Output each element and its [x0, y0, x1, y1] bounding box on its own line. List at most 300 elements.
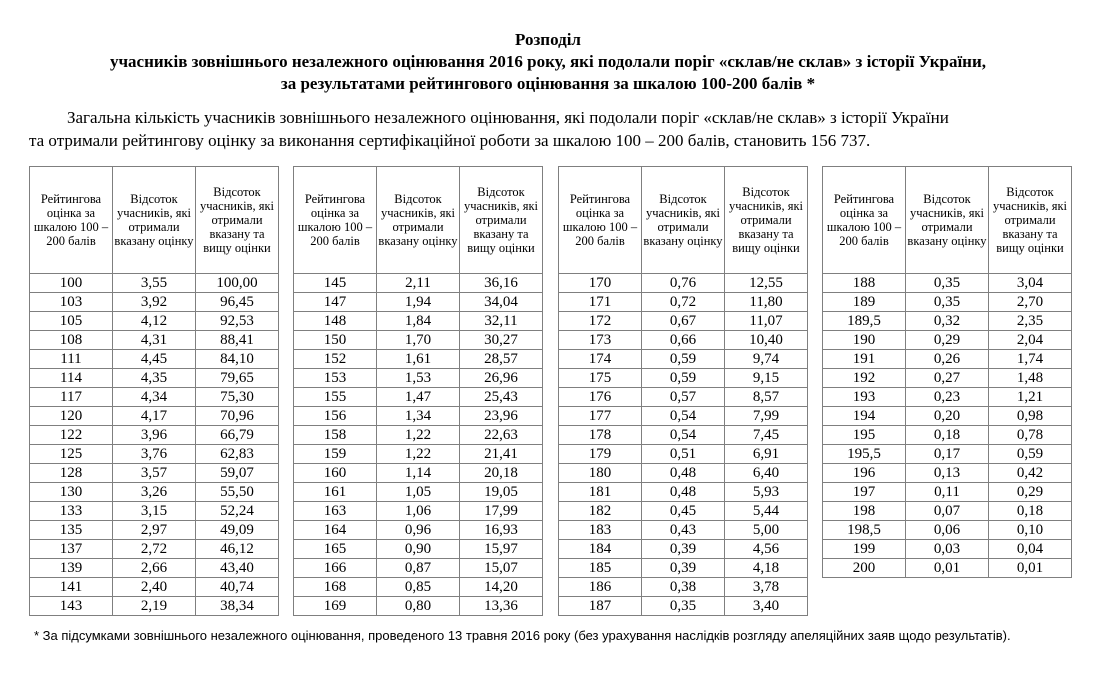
- table-row: [823, 521, 1072, 540]
- header-score: Рейтингова оцінка за шкалою 100 – 200 балів: [823, 167, 906, 274]
- table-row: [30, 559, 279, 578]
- percent-cell: 0,27: [906, 369, 989, 388]
- percent-cell: 0,76: [642, 274, 725, 293]
- table-row: [559, 369, 808, 388]
- score-cell: 125: [30, 445, 113, 464]
- percent-cell: 0,06: [906, 521, 989, 540]
- table-row: [294, 350, 543, 369]
- table-row: [823, 540, 1072, 559]
- cumulative-percent-cell: 0,29: [989, 483, 1072, 502]
- score-cell: 185: [559, 559, 642, 578]
- cumulative-percent-cell: 3,40: [725, 597, 808, 616]
- percent-cell: 2,97: [113, 521, 196, 540]
- cumulative-percent-cell: 30,27: [460, 331, 543, 350]
- table-row: [30, 274, 279, 293]
- table-row: [30, 407, 279, 426]
- score-cell: 179: [559, 445, 642, 464]
- header-score: Рейтингова оцінка за шкалою 100 – 200 балів: [30, 167, 113, 274]
- cumulative-percent-cell: 55,50: [196, 483, 279, 502]
- score-cell: 198,5: [823, 521, 906, 540]
- percent-cell: 1,34: [377, 407, 460, 426]
- percent-cell: 4,45: [113, 350, 196, 369]
- score-cell: 195,5: [823, 445, 906, 464]
- cumulative-percent-cell: 70,96: [196, 407, 279, 426]
- intro-text-line2: та отримали рейтингову оцінку за виконання сертифікаційної роботи за шкалою 100 – 200 балів, становить 156 737.: [29, 131, 871, 150]
- table-row: [559, 464, 808, 483]
- cumulative-percent-cell: 1,74: [989, 350, 1072, 369]
- percent-cell: 0,59: [642, 369, 725, 388]
- percent-cell: 1,47: [377, 388, 460, 407]
- score-cell: 178: [559, 426, 642, 445]
- table-row: [823, 407, 1072, 426]
- percent-cell: 0,57: [642, 388, 725, 407]
- score-cell: 133: [30, 502, 113, 521]
- score-cell: 158: [294, 426, 377, 445]
- cumulative-percent-cell: 13,36: [460, 597, 543, 616]
- percent-cell: 0,35: [642, 597, 725, 616]
- cumulative-percent-cell: 0,78: [989, 426, 1072, 445]
- percent-cell: 0,66: [642, 331, 725, 350]
- percent-cell: 0,80: [377, 597, 460, 616]
- cumulative-percent-cell: 17,99: [460, 502, 543, 521]
- table-row: [559, 274, 808, 293]
- score-cell: 155: [294, 388, 377, 407]
- percent-cell: 0,85: [377, 578, 460, 597]
- score-cell: 171: [559, 293, 642, 312]
- distribution-table-1: [29, 166, 279, 616]
- cumulative-percent-cell: 6,40: [725, 464, 808, 483]
- table-row: [823, 559, 1072, 578]
- score-cell: 139: [30, 559, 113, 578]
- score-cell: 175: [559, 369, 642, 388]
- cumulative-percent-cell: 23,96: [460, 407, 543, 426]
- percent-cell: 3,26: [113, 483, 196, 502]
- cumulative-percent-cell: 0,01: [989, 559, 1072, 578]
- percent-cell: 0,13: [906, 464, 989, 483]
- score-cell: 147: [294, 293, 377, 312]
- distribution-table-2: [293, 166, 543, 616]
- table-row: [30, 540, 279, 559]
- table-row: [823, 483, 1072, 502]
- percent-cell: 0,96: [377, 521, 460, 540]
- header-percent: Відсоток учасників, які отримали вказану оцінку: [113, 167, 196, 274]
- table-row: [823, 331, 1072, 350]
- cumulative-percent-cell: 84,10: [196, 350, 279, 369]
- score-cell: 180: [559, 464, 642, 483]
- score-cell: 193: [823, 388, 906, 407]
- header-cumulative-percent: Відсоток учасників, які отримали вказану та вищу оцінки: [460, 167, 543, 274]
- cumulative-percent-cell: 20,18: [460, 464, 543, 483]
- score-cell: 189,5: [823, 312, 906, 331]
- table-row: [30, 293, 279, 312]
- percent-cell: 0,18: [906, 426, 989, 445]
- document-subtitle-line1: учасників зовнішнього незалежного оцінювання 2016 року, які подолали поріг «склав/не склав» з історії України,: [109, 52, 987, 71]
- percent-cell: 2,66: [113, 559, 196, 578]
- distribution-table-3: [558, 166, 808, 616]
- percent-cell: 0,51: [642, 445, 725, 464]
- header-score: Рейтингова оцінка за шкалою 100 – 200 балів: [559, 167, 642, 274]
- percent-cell: 0,23: [906, 388, 989, 407]
- table-row: [294, 369, 543, 388]
- cumulative-percent-cell: 6,91: [725, 445, 808, 464]
- document-subtitle-line2: за результатами рейтингового оцінювання за шкалою 100-200 балів *: [280, 74, 816, 93]
- cumulative-percent-cell: 49,09: [196, 521, 279, 540]
- score-cell: 141: [30, 578, 113, 597]
- cumulative-percent-cell: 36,16: [460, 274, 543, 293]
- cumulative-percent-cell: 0,59: [989, 445, 1072, 464]
- score-cell: 166: [294, 559, 377, 578]
- cumulative-percent-cell: 10,40: [725, 331, 808, 350]
- cumulative-percent-cell: 7,99: [725, 407, 808, 426]
- score-cell: 190: [823, 331, 906, 350]
- table-row: [30, 426, 279, 445]
- percent-cell: 0,03: [906, 540, 989, 559]
- cumulative-percent-cell: 12,55: [725, 274, 808, 293]
- score-cell: 188: [823, 274, 906, 293]
- cumulative-percent-cell: 5,00: [725, 521, 808, 540]
- table-row: [294, 483, 543, 502]
- table-row: [294, 293, 543, 312]
- table-row: [30, 445, 279, 464]
- score-cell: 176: [559, 388, 642, 407]
- table-row: [30, 369, 279, 388]
- score-cell: 183: [559, 521, 642, 540]
- header-score: Рейтингова оцінка за шкалою 100 – 200 балів: [294, 167, 377, 274]
- percent-cell: 4,34: [113, 388, 196, 407]
- cumulative-percent-cell: 5,44: [725, 502, 808, 521]
- cumulative-percent-cell: 38,34: [196, 597, 279, 616]
- table-row: [30, 578, 279, 597]
- cumulative-percent-cell: 5,93: [725, 483, 808, 502]
- score-cell: 135: [30, 521, 113, 540]
- percent-cell: 0,54: [642, 407, 725, 426]
- score-cell: 156: [294, 407, 377, 426]
- table-row: [30, 597, 279, 616]
- score-cell: 170: [559, 274, 642, 293]
- score-cell: 161: [294, 483, 377, 502]
- percent-cell: 2,72: [113, 540, 196, 559]
- score-cell: 182: [559, 502, 642, 521]
- percent-cell: 3,15: [113, 502, 196, 521]
- table-row: [559, 540, 808, 559]
- percent-cell: 0,72: [642, 293, 725, 312]
- percent-cell: 0,54: [642, 426, 725, 445]
- percent-cell: 0,32: [906, 312, 989, 331]
- table-row: [559, 597, 808, 616]
- cumulative-percent-cell: 8,57: [725, 388, 808, 407]
- score-cell: 168: [294, 578, 377, 597]
- table-row: [294, 426, 543, 445]
- score-cell: 194: [823, 407, 906, 426]
- table-row: [559, 293, 808, 312]
- table-row: [30, 521, 279, 540]
- cumulative-percent-cell: 43,40: [196, 559, 279, 578]
- percent-cell: 0,59: [642, 350, 725, 369]
- percent-cell: 2,40: [113, 578, 196, 597]
- intro-text-line1: Загальна кількість учасників зовнішнього незалежного оцінювання, які подолали поріг «склав/не склав» з історії України: [67, 108, 949, 127]
- percent-cell: 3,92: [113, 293, 196, 312]
- score-cell: 200: [823, 559, 906, 578]
- percent-cell: 3,96: [113, 426, 196, 445]
- cumulative-percent-cell: 2,04: [989, 331, 1072, 350]
- cumulative-percent-cell: 1,48: [989, 369, 1072, 388]
- table-row: [294, 464, 543, 483]
- cumulative-percent-cell: 3,04: [989, 274, 1072, 293]
- percent-cell: 2,19: [113, 597, 196, 616]
- table-row: [823, 369, 1072, 388]
- score-cell: 174: [559, 350, 642, 369]
- cumulative-percent-cell: 2,70: [989, 293, 1072, 312]
- table-row: [294, 502, 543, 521]
- score-cell: 137: [30, 540, 113, 559]
- score-cell: 198: [823, 502, 906, 521]
- score-cell: 181: [559, 483, 642, 502]
- cumulative-percent-cell: 15,97: [460, 540, 543, 559]
- table-row: [823, 274, 1072, 293]
- score-cell: 152: [294, 350, 377, 369]
- percent-cell: 0,39: [642, 540, 725, 559]
- score-cell: 196: [823, 464, 906, 483]
- percent-cell: 0,29: [906, 331, 989, 350]
- percent-cell: 3,76: [113, 445, 196, 464]
- table-row: [30, 350, 279, 369]
- header-percent: Відсоток учасників, які отримали вказану оцінку: [642, 167, 725, 274]
- percent-cell: 0,17: [906, 445, 989, 464]
- percent-cell: 4,17: [113, 407, 196, 426]
- table-row: [294, 540, 543, 559]
- table-row: [294, 388, 543, 407]
- cumulative-percent-cell: 2,35: [989, 312, 1072, 331]
- score-cell: 150: [294, 331, 377, 350]
- percent-cell: 0,48: [642, 483, 725, 502]
- table-row: [294, 445, 543, 464]
- score-cell: 165: [294, 540, 377, 559]
- cumulative-percent-cell: 9,15: [725, 369, 808, 388]
- score-cell: 163: [294, 502, 377, 521]
- table-row: [823, 445, 1072, 464]
- cumulative-percent-cell: 11,07: [725, 312, 808, 331]
- cumulative-percent-cell: 28,57: [460, 350, 543, 369]
- table-row: [30, 502, 279, 521]
- table-row: [30, 464, 279, 483]
- percent-cell: 0,01: [906, 559, 989, 578]
- table-row: [823, 426, 1072, 445]
- table-row: [294, 521, 543, 540]
- score-cell: 177: [559, 407, 642, 426]
- percent-cell: 1,84: [377, 312, 460, 331]
- percent-cell: 0,38: [642, 578, 725, 597]
- percent-cell: 1,05: [377, 483, 460, 502]
- table-row: [294, 407, 543, 426]
- percent-cell: 4,12: [113, 312, 196, 331]
- cumulative-percent-cell: 0,18: [989, 502, 1072, 521]
- percent-cell: 0,45: [642, 502, 725, 521]
- table-row: [823, 464, 1072, 483]
- table-row: [294, 597, 543, 616]
- table-row: [823, 293, 1072, 312]
- cumulative-percent-cell: 26,96: [460, 369, 543, 388]
- percent-cell: 3,57: [113, 464, 196, 483]
- percent-cell: 0,43: [642, 521, 725, 540]
- cumulative-percent-cell: 32,11: [460, 312, 543, 331]
- score-cell: 153: [294, 369, 377, 388]
- score-cell: 172: [559, 312, 642, 331]
- document-title: Розподіл: [515, 30, 581, 49]
- table-row: [294, 331, 543, 350]
- score-cell: 191: [823, 350, 906, 369]
- cumulative-percent-cell: 92,53: [196, 312, 279, 331]
- score-cell: 164: [294, 521, 377, 540]
- cumulative-percent-cell: 46,12: [196, 540, 279, 559]
- percent-cell: 4,31: [113, 331, 196, 350]
- score-cell: 122: [30, 426, 113, 445]
- cumulative-percent-cell: 66,79: [196, 426, 279, 445]
- score-cell: 108: [30, 331, 113, 350]
- table-row: [294, 559, 543, 578]
- score-cell: 111: [30, 350, 113, 369]
- percent-cell: 0,67: [642, 312, 725, 331]
- score-cell: 114: [30, 369, 113, 388]
- percent-cell: 0,20: [906, 407, 989, 426]
- table-row: [823, 502, 1072, 521]
- table-row: [559, 502, 808, 521]
- percent-cell: 2,11: [377, 274, 460, 293]
- table-row: [30, 388, 279, 407]
- percent-cell: 1,22: [377, 445, 460, 464]
- score-cell: 159: [294, 445, 377, 464]
- cumulative-percent-cell: 11,80: [725, 293, 808, 312]
- score-cell: 145: [294, 274, 377, 293]
- cumulative-percent-cell: 52,24: [196, 502, 279, 521]
- score-cell: 105: [30, 312, 113, 331]
- cumulative-percent-cell: 25,43: [460, 388, 543, 407]
- table-row: [30, 483, 279, 502]
- table-row: [823, 388, 1072, 407]
- cumulative-percent-cell: 79,65: [196, 369, 279, 388]
- score-cell: 186: [559, 578, 642, 597]
- cumulative-percent-cell: 0,98: [989, 407, 1072, 426]
- table-row: [823, 312, 1072, 331]
- score-cell: 173: [559, 331, 642, 350]
- header-percent: Відсоток учасників, які отримали вказану оцінку: [906, 167, 989, 274]
- score-cell: 130: [30, 483, 113, 502]
- score-cell: 197: [823, 483, 906, 502]
- cumulative-percent-cell: 19,05: [460, 483, 543, 502]
- table-row: [559, 407, 808, 426]
- percent-cell: 1,53: [377, 369, 460, 388]
- table-row: [559, 578, 808, 597]
- percent-cell: 0,35: [906, 293, 989, 312]
- cumulative-percent-cell: 4,18: [725, 559, 808, 578]
- percent-cell: 0,48: [642, 464, 725, 483]
- score-cell: 143: [30, 597, 113, 616]
- cumulative-percent-cell: 9,74: [725, 350, 808, 369]
- score-cell: 103: [30, 293, 113, 312]
- table-row: [294, 578, 543, 597]
- percent-cell: 0,11: [906, 483, 989, 502]
- table-row: [294, 312, 543, 331]
- table-row: [559, 350, 808, 369]
- table-row: [559, 483, 808, 502]
- percent-cell: 1,61: [377, 350, 460, 369]
- table-row: [30, 312, 279, 331]
- percent-cell: 1,14: [377, 464, 460, 483]
- score-cell: 189: [823, 293, 906, 312]
- table-row: [823, 350, 1072, 369]
- cumulative-percent-cell: 100,00: [196, 274, 279, 293]
- header-percent: Відсоток учасників, які отримали вказану оцінку: [377, 167, 460, 274]
- score-cell: 100: [30, 274, 113, 293]
- table-row: [559, 445, 808, 464]
- header-cumulative-percent: Відсоток учасників, які отримали вказану та вищу оцінки: [725, 167, 808, 274]
- cumulative-percent-cell: 0,42: [989, 464, 1072, 483]
- cumulative-percent-cell: 22,63: [460, 426, 543, 445]
- table-row: [30, 331, 279, 350]
- cumulative-percent-cell: 14,20: [460, 578, 543, 597]
- score-cell: 169: [294, 597, 377, 616]
- cumulative-percent-cell: 0,10: [989, 521, 1072, 540]
- distribution-table-4: [822, 166, 1072, 578]
- cumulative-percent-cell: 59,07: [196, 464, 279, 483]
- percent-cell: 1,22: [377, 426, 460, 445]
- table-row: [559, 312, 808, 331]
- percent-cell: 1,70: [377, 331, 460, 350]
- header-cumulative-percent: Відсоток учасників, які отримали вказану та вищу оцінки: [196, 167, 279, 274]
- percent-cell: 0,26: [906, 350, 989, 369]
- score-cell: 184: [559, 540, 642, 559]
- percent-cell: 0,90: [377, 540, 460, 559]
- cumulative-percent-cell: 16,93: [460, 521, 543, 540]
- table-row: [559, 521, 808, 540]
- percent-cell: 3,55: [113, 274, 196, 293]
- cumulative-percent-cell: 75,30: [196, 388, 279, 407]
- cumulative-percent-cell: 1,21: [989, 388, 1072, 407]
- score-cell: 128: [30, 464, 113, 483]
- score-cell: 120: [30, 407, 113, 426]
- cumulative-percent-cell: 40,74: [196, 578, 279, 597]
- score-cell: 195: [823, 426, 906, 445]
- table-row: [559, 426, 808, 445]
- cumulative-percent-cell: 88,41: [196, 331, 279, 350]
- cumulative-percent-cell: 34,04: [460, 293, 543, 312]
- cumulative-percent-cell: 96,45: [196, 293, 279, 312]
- percent-cell: 1,06: [377, 502, 460, 521]
- table-row: [559, 388, 808, 407]
- score-cell: 199: [823, 540, 906, 559]
- cumulative-percent-cell: 7,45: [725, 426, 808, 445]
- cumulative-percent-cell: 4,56: [725, 540, 808, 559]
- cumulative-percent-cell: 21,41: [460, 445, 543, 464]
- percent-cell: 0,07: [906, 502, 989, 521]
- score-cell: 148: [294, 312, 377, 331]
- table-row: [294, 274, 543, 293]
- score-cell: 192: [823, 369, 906, 388]
- cumulative-percent-cell: 3,78: [725, 578, 808, 597]
- percent-cell: 1,94: [377, 293, 460, 312]
- cumulative-percent-cell: 62,83: [196, 445, 279, 464]
- footnote: * За підсумками зовнішнього незалежного оцінювання, проведеного 13 травня 2016 року (без урахування наслідків розгляду апеляційних заяв щодо результатів).: [34, 628, 1011, 643]
- percent-cell: 0,35: [906, 274, 989, 293]
- cumulative-percent-cell: 15,07: [460, 559, 543, 578]
- table-row: [559, 331, 808, 350]
- header-cumulative-percent: Відсоток учасників, які отримали вказану та вищу оцінки: [989, 167, 1072, 274]
- percent-cell: 0,87: [377, 559, 460, 578]
- percent-cell: 0,39: [642, 559, 725, 578]
- score-cell: 117: [30, 388, 113, 407]
- percent-cell: 4,35: [113, 369, 196, 388]
- score-cell: 160: [294, 464, 377, 483]
- table-row: [559, 559, 808, 578]
